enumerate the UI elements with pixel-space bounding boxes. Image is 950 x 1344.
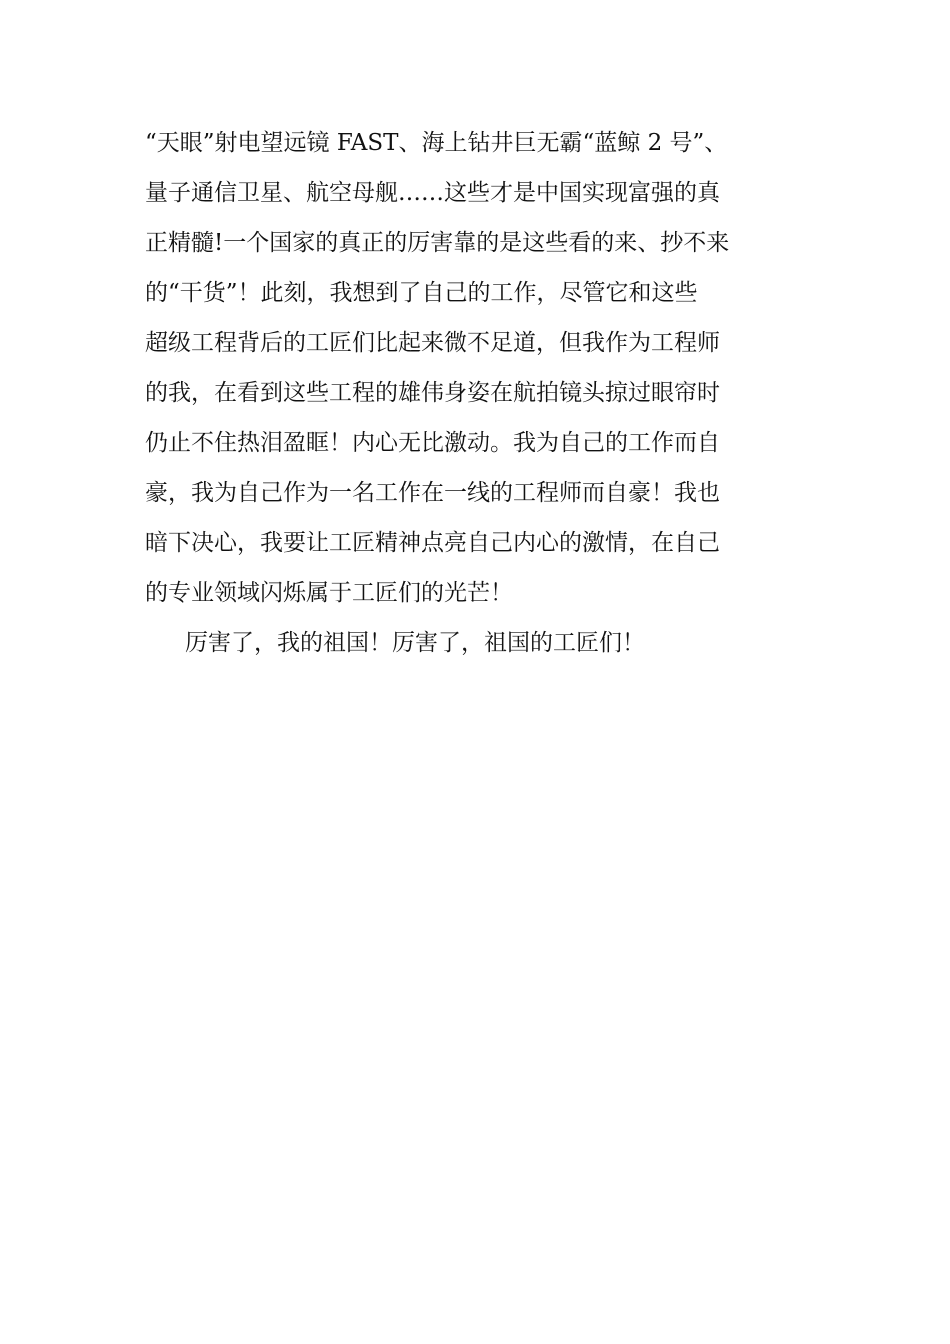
text-line: 超级工程背后的工匠们比起来微不足道，但我作为工程师 (145, 330, 720, 356)
text-line: 暗下决心，我要让工匠精神点亮自己内心的激情，在自己 (145, 530, 720, 556)
text-line: 量子通信卫星、航空母舰……这些才是中国实现富强的真 (145, 180, 720, 206)
text-line: 厉害了，我的祖国！厉害了，祖国的工匠们！ (185, 630, 645, 656)
text-line: 正精髓!一个国家的真正的厉害靠的是这些看的来、抄不来 (145, 230, 730, 256)
text-line: 仍止不住热泪盈眶！内心无比激动。我为自己的工作而自 (145, 430, 720, 456)
text-line: 的“干货”！此刻，我想到了自己的工作，尽管它和这些 (145, 280, 698, 306)
text-line: “天眼”射电望远镜 FAST、海上钻井巨无霸“蓝鲸 2 号”、 (145, 130, 728, 156)
text-line: 的专业领域闪烁属于工匠们的光芒！ (145, 580, 513, 606)
text-line: 豪，我为自己作为一名工作在一线的工程师而自豪！我也 (145, 480, 720, 506)
text-line: 的我，在看到这些工程的雄伟身姿在航拍镜头掠过眼帘时 (145, 380, 720, 406)
